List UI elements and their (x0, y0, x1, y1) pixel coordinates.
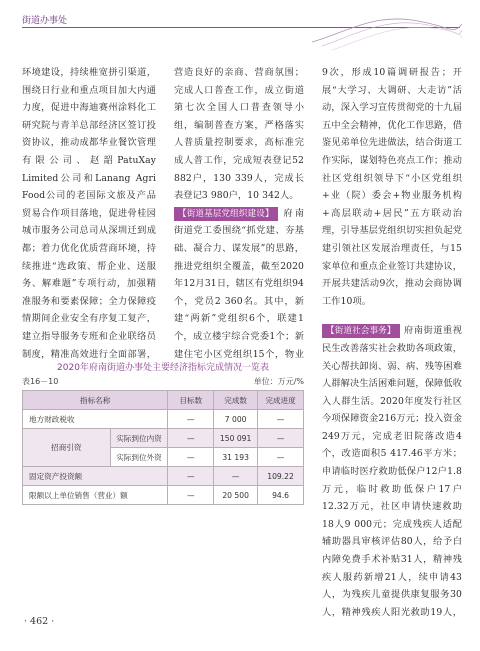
table-row (23, 410, 304, 429)
table-unit: 单位：万元/% (253, 377, 304, 386)
wave-deco-icon (312, 6, 462, 54)
row-name: 地方财政税收 (23, 410, 168, 429)
row-target: — (168, 467, 214, 486)
column-2 (174, 64, 304, 360)
row-name: 实际到位外资 (110, 448, 168, 467)
row-progress: — (258, 429, 304, 448)
row-progress: 109.22 (258, 467, 304, 486)
indicator-table (22, 390, 304, 505)
row-progress: — (258, 410, 304, 429)
table-row (23, 486, 304, 505)
row-name: 限额以上单位销售（营业）额 (23, 486, 168, 505)
body-paragraph: 9次，形成10篇调研报告；开展“大学习、大调研、大走访”活动，深入学习宣传贯彻党的十九届五中全会精神，优化工作思路，借鉴见弟单位先进做法，结合街道工作实际，谋划特色亮点工作；推动社区党组织领导下“小区党组织+业（院）委会+物业服务机构+高层联动+居民”五方联动治理，引导基层党组织切实担负起党建引领社区发展治理责任，与15家单位和重点企业签订共建协议，开展共建活动9次，推动会商协调工作10项。 (322, 67, 462, 307)
header-indicator: 指标名称 (23, 391, 168, 410)
column-1 (22, 64, 156, 360)
table-row (23, 429, 304, 448)
section-label: 街道办事处 (22, 16, 68, 26)
section-tag: 【街道基层党组织建设】 (174, 207, 278, 221)
row-name: 固定资产投资额 (23, 467, 168, 486)
header-target: 目标数 (168, 391, 214, 410)
row-progress: — (258, 448, 304, 467)
row-completed: 150 091 (214, 429, 258, 448)
row-target: — (168, 448, 214, 467)
section-body: 府南街道重视民生改善落实社会救助各项政策，关心帮扶卸岗、弱、病、残等困难人群解决生活困难问题，保障低收入人群生活。2020年度发行社区今项保障资金216万元；投入资金249万元，完成老旧院落改造4个，改造面积5 417.46平方米；申请临时医疗救助低保户12户1.8万元，临时救助低保户17户12.32万元，社区申请快速救助18人9 000元；完成残疾人适配辅助器具审核评估80人，给予白内障免费手术补贴31人，精神残疾人服药新增21人，续申请43人，为残疾儿童提供康复服务30人，精神残疾人阳光救助19人， (322, 325, 462, 618)
table-header-row (23, 391, 304, 410)
table-title: 2020年府南街道办事处主要经济指标完成情况一览表 (57, 363, 269, 373)
row-completed: 31 193 (214, 448, 258, 467)
row-completed: 7 000 (214, 410, 258, 429)
page-header (0, 0, 480, 58)
row-completed: — (214, 467, 258, 486)
header-progress: 完成进度 (258, 391, 304, 410)
row-completed: 20 500 (214, 486, 258, 505)
table-row (23, 467, 304, 486)
column-3 (322, 64, 462, 620)
row-group-name: 招商引资 (23, 429, 111, 467)
section-paragraph (322, 322, 462, 620)
body-paragraph: 环境建设，持续椎宽拼引渠道，围绕日行业和重点项目加大内通力度，促进中海迪赛州涂料化工研究院与青羊总部经济区签订投资协议，推动成都华业餐饮管理有限公司、赵韶PatuXay Limited公司和Lanang Agri Food公司的老国际文旅及产品贸易合作项目落地，促进骨桂园城市服务公司总司从深圳迁到成都；着力优化优质营商环境，持续推进“选政策、帮企业、送服务、解难题”专项行动，加强精准服务和要素保障；全力保障疫情期间企业安全有序复工复产，建立指导服务专班和企业联络员制度，精准高效进行全面部署， (22, 67, 156, 360)
body-paragraph: 营造良好的亲商、营商氛围；完成人口普查工作，成立街道第七次全国人口普查领导小组，编制普查方案，严格落实人普质量控制要求，高标准完成人普工作，完成短表登记52 882户，130 339人，完成长表登记3 980户，10 342人。 (174, 67, 304, 202)
section-tag: 【街道社会事务】 (322, 324, 400, 338)
row-target: — (168, 410, 214, 429)
section-paragraph (174, 205, 304, 360)
row-target: — (168, 486, 214, 505)
header-completed: 完成数 (214, 391, 258, 410)
row-target: — (168, 429, 214, 448)
page-number: · 462 · (24, 616, 55, 627)
row-name: 实际到位内资 (110, 429, 168, 448)
table-number: 表16－10 (22, 377, 59, 386)
row-progress: 94.6 (258, 486, 304, 505)
section-body: 府南街道党工委围绕“抓党建、夯基础、凝合力、谋发展”的思路，推进党组织全覆盖，截至2020年12月31日，辖区有党组织94个，党员2 360名。其中，新建“两新”党组织6个，联建1个，成立楼宇综合党委1个；新建住宅小区党组织15个，物业 (174, 207, 304, 360)
